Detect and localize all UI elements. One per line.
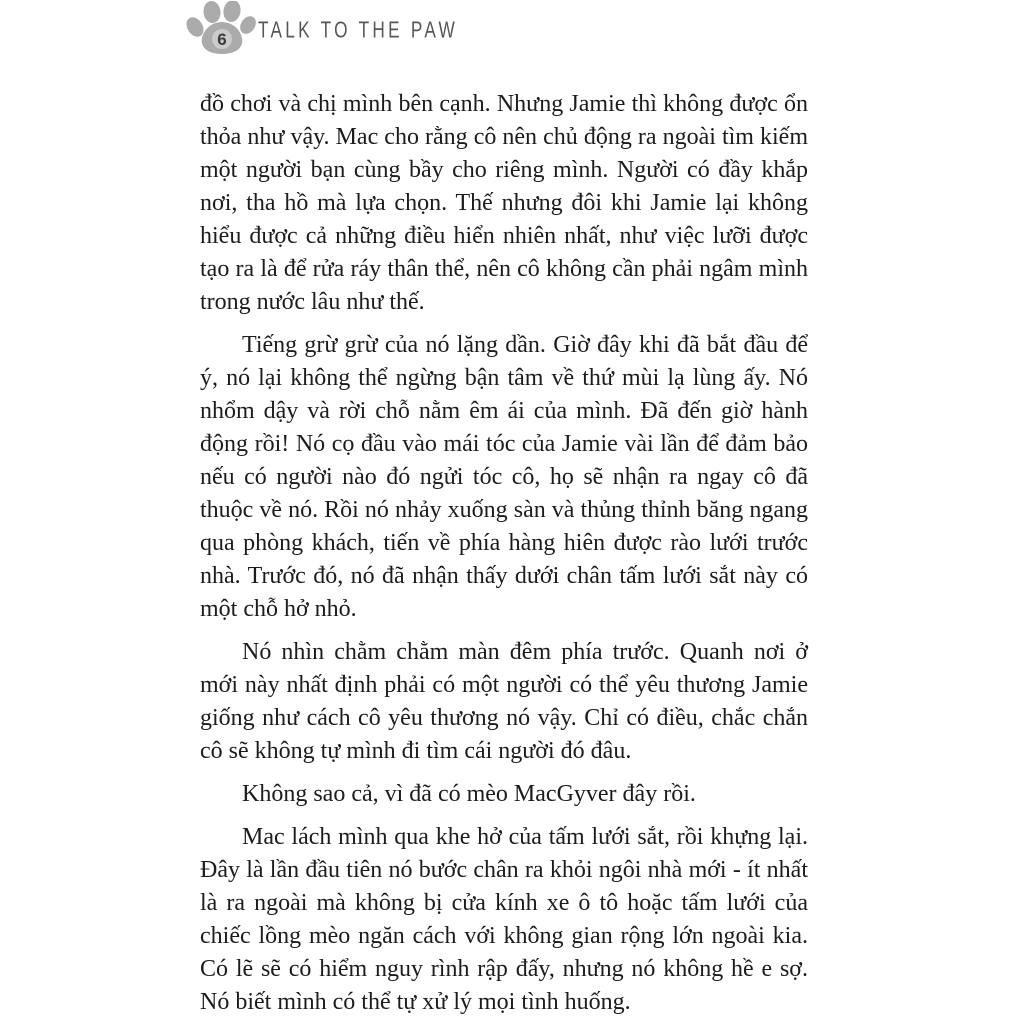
page-text: [200, 88, 808, 1024]
paragraph: đồ chơi và chị mình bên cạnh. Nhưng Jamie thì không được ổn thỏa như vậy. Mac cho rằng cô nên chủ động ra ngoài tìm kiếm một người bạn cùng bầy cho riêng mình. Người có đầy khắp nơi, tha hồ mà lựa chọn. Thế nhưng đôi khi Jamie lại không hiểu được cả những điều hiển nhiên nhất, như việc lưỡi được tạo ra là để rửa ráy thân thể, nên cô không cần phải ngâm mình trong nước lâu như thế.: [200, 91, 808, 315]
paw-print-icon: [186, 1, 256, 55]
paw-page-number-icon: [186, 1, 256, 55]
paragraph: Nó nhìn chằm chằm màn đêm phía trước. Quanh nơi ở mới này nhất định phải có một người có thể yêu thương Jamie giống như cách cô yêu thương nó vậy. Chỉ có điều, chắc chắn cô sẽ không tự mình đi tìm cái người đó đâu.: [200, 639, 808, 764]
running-title: TALK TO THE PAW: [258, 17, 459, 44]
paragraph: Mac lách mình qua khe hở của tấm lưới sắt, rồi khựng lại. Đây là lần đầu tiên nó bước chân ra khỏi ngôi nhà mới - ít nhất là ra ngoài mà không bị cửa kính xe ô tô hoặc tấm lưới của chiếc lồng mèo ngăn cách với không gian rộng lớn ngoài kia. Có lẽ sẽ có hiểm nguy rình rập đấy, nhưng nó không hề e sợ. Nó biết mình có thể tự xử lý mọi tình huống.: [200, 824, 808, 1015]
paragraph: Không sao cả, vì đã có mèo MacGyver đây rồi.: [242, 781, 696, 807]
page-number: 6: [217, 30, 227, 49]
page-header: [0, 0, 1024, 70]
paragraph: Tiếng grừ grừ của nó lặng dần. Giờ đây khi đã bắt đầu để ý, nó lại không thể ngừng bận tâm về thứ mùi lạ lùng ấy. Nó nhổm dậy và rời chỗ nằm êm ái của mình. Đã đến giờ hành động rồi! Nó cọ đầu vào mái tóc của Jamie vài lần để đảm bảo nếu có người nào đó ngửi tóc cô, họ sẽ nhận ra ngay cô đã thuộc về nó. Rồi nó nhảy xuống sàn và thủng thỉnh băng ngang qua phòng khách, tiến về phía hàng hiên được rào lưới trước nhà. Trước đó, nó đã nhận thấy dưới chân tấm lưới sắt này có một chỗ hở nhỏ.: [200, 332, 808, 622]
